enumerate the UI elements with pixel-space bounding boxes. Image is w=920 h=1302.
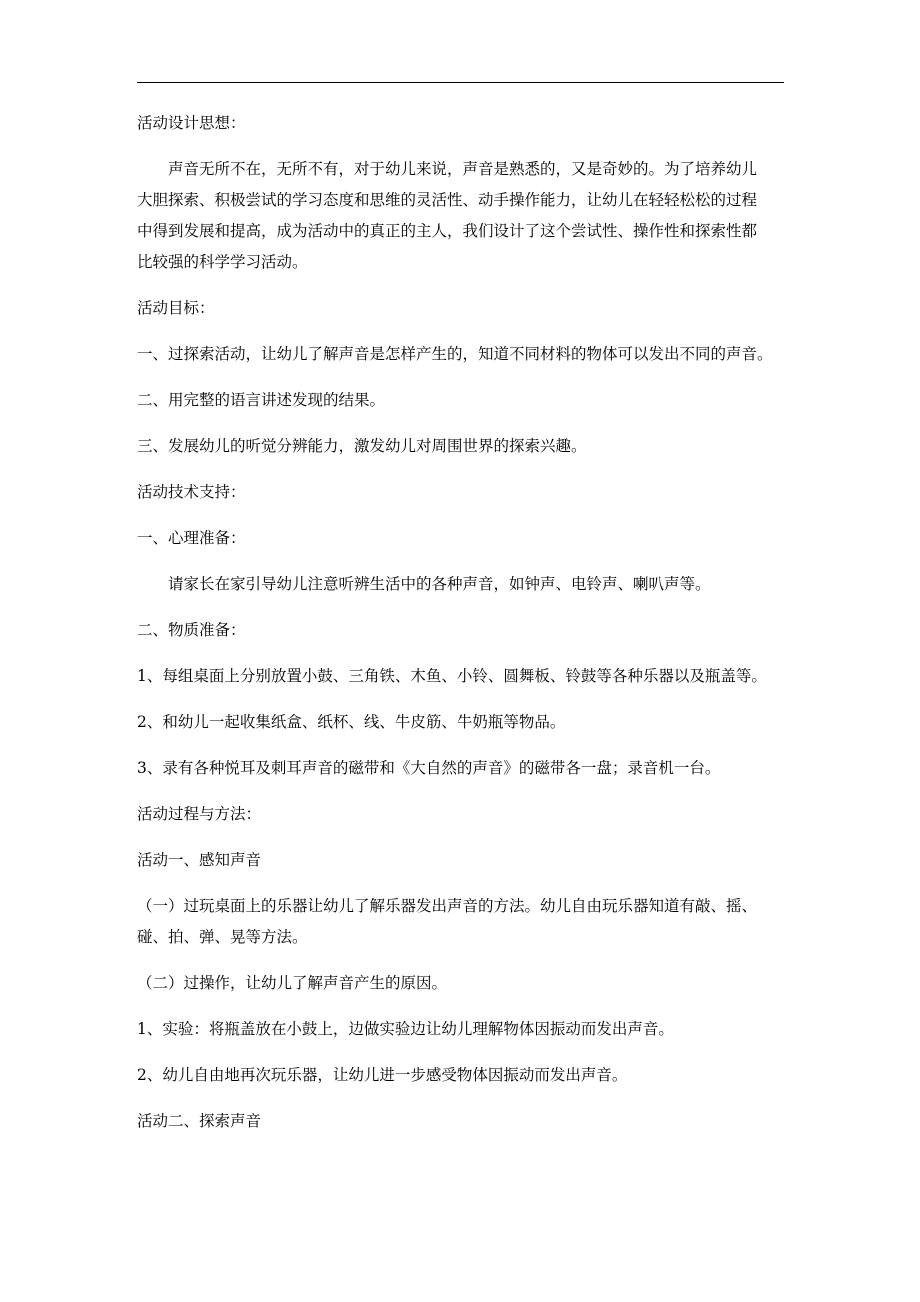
step-2-title: （二）过操作，让幼儿了解声音产生的原因。	[137, 974, 448, 992]
heading-support: 活动技术支持：	[137, 483, 246, 501]
goal-item-1: 一、过探索活动，让幼儿了解声音是怎样产生的，知道不同材料的物体可以发出不同的声音。	[137, 345, 773, 363]
support-material-title: 二、物质准备：	[137, 621, 246, 639]
goal-item-2: 二、用完整的语言讲述发现的结果。	[137, 391, 386, 409]
header-rule	[137, 82, 784, 83]
design-line: 中得到发展和提高，成为活动中的真正的主人，我们设计了这个尝试性、操作性和探索性都	[137, 222, 758, 240]
activity-2-title: 活动二、探索声音	[137, 1112, 262, 1130]
design-line: 比较强的科学学习活动。	[137, 253, 308, 271]
document-body	[137, 108, 787, 1137]
support-psych-title: 一、心理准备：	[137, 529, 246, 547]
design-line: 大胆探索、积极尝试的学习态度和思维的灵活性、动手操作能力，让幼儿在轻轻松松的过程	[137, 191, 758, 209]
step-1-paragraph	[137, 891, 787, 953]
goal-item-3: 三、发展幼儿的听觉分辨能力，激发幼儿对周围世界的探索兴趣。	[137, 437, 587, 455]
heading-process: 活动过程与方法：	[137, 805, 262, 823]
heading-goals: 活动目标：	[137, 299, 215, 317]
material-item-3: 3、录有各种悦耳及刺耳声音的磁带和《大自然的声音》的磁带各一盘；录音机一台。	[137, 759, 721, 777]
design-line: 声音无所不在，无所不有，对于幼儿来说，声音是熟悉的，又是奇妙的。为了培养幼儿	[168, 160, 758, 178]
material-item-1: 1、每组桌面上分别放置小鼓、三角铁、木鱼、小铃、圆舞板、铃鼓等各种乐器以及瓶盖等。	[137, 667, 767, 685]
step-2-item-2: 2、幼儿自由地再次玩乐器，让幼儿进一步感受物体因振动而发出声音。	[137, 1066, 628, 1084]
activity-1-title: 活动一、感知声音	[137, 851, 262, 869]
support-psych-text: 请家长在家引导幼儿注意听辨生活中的各种声音，如钟声、电铃声、喇叭声等。	[168, 575, 711, 593]
design-paragraph	[137, 154, 787, 278]
step-2-item-1: 1、实验：将瓶盖放在小鼓上，边做实验边让幼儿理解物体因振动而发出声音。	[137, 1020, 674, 1038]
material-item-2: 2、和幼儿一起收集纸盒、纸杯、线、牛皮筋、牛奶瓶等物品。	[137, 713, 566, 731]
heading-design: 活动设计思想：	[137, 114, 246, 132]
step-1-line: 碰、拍、弹、晃等方法。	[137, 928, 308, 946]
step-1-line: （一）过玩桌面上的乐器让幼儿了解乐器发出声音的方法。幼儿自由玩乐器知道有敲、摇、	[137, 897, 758, 915]
